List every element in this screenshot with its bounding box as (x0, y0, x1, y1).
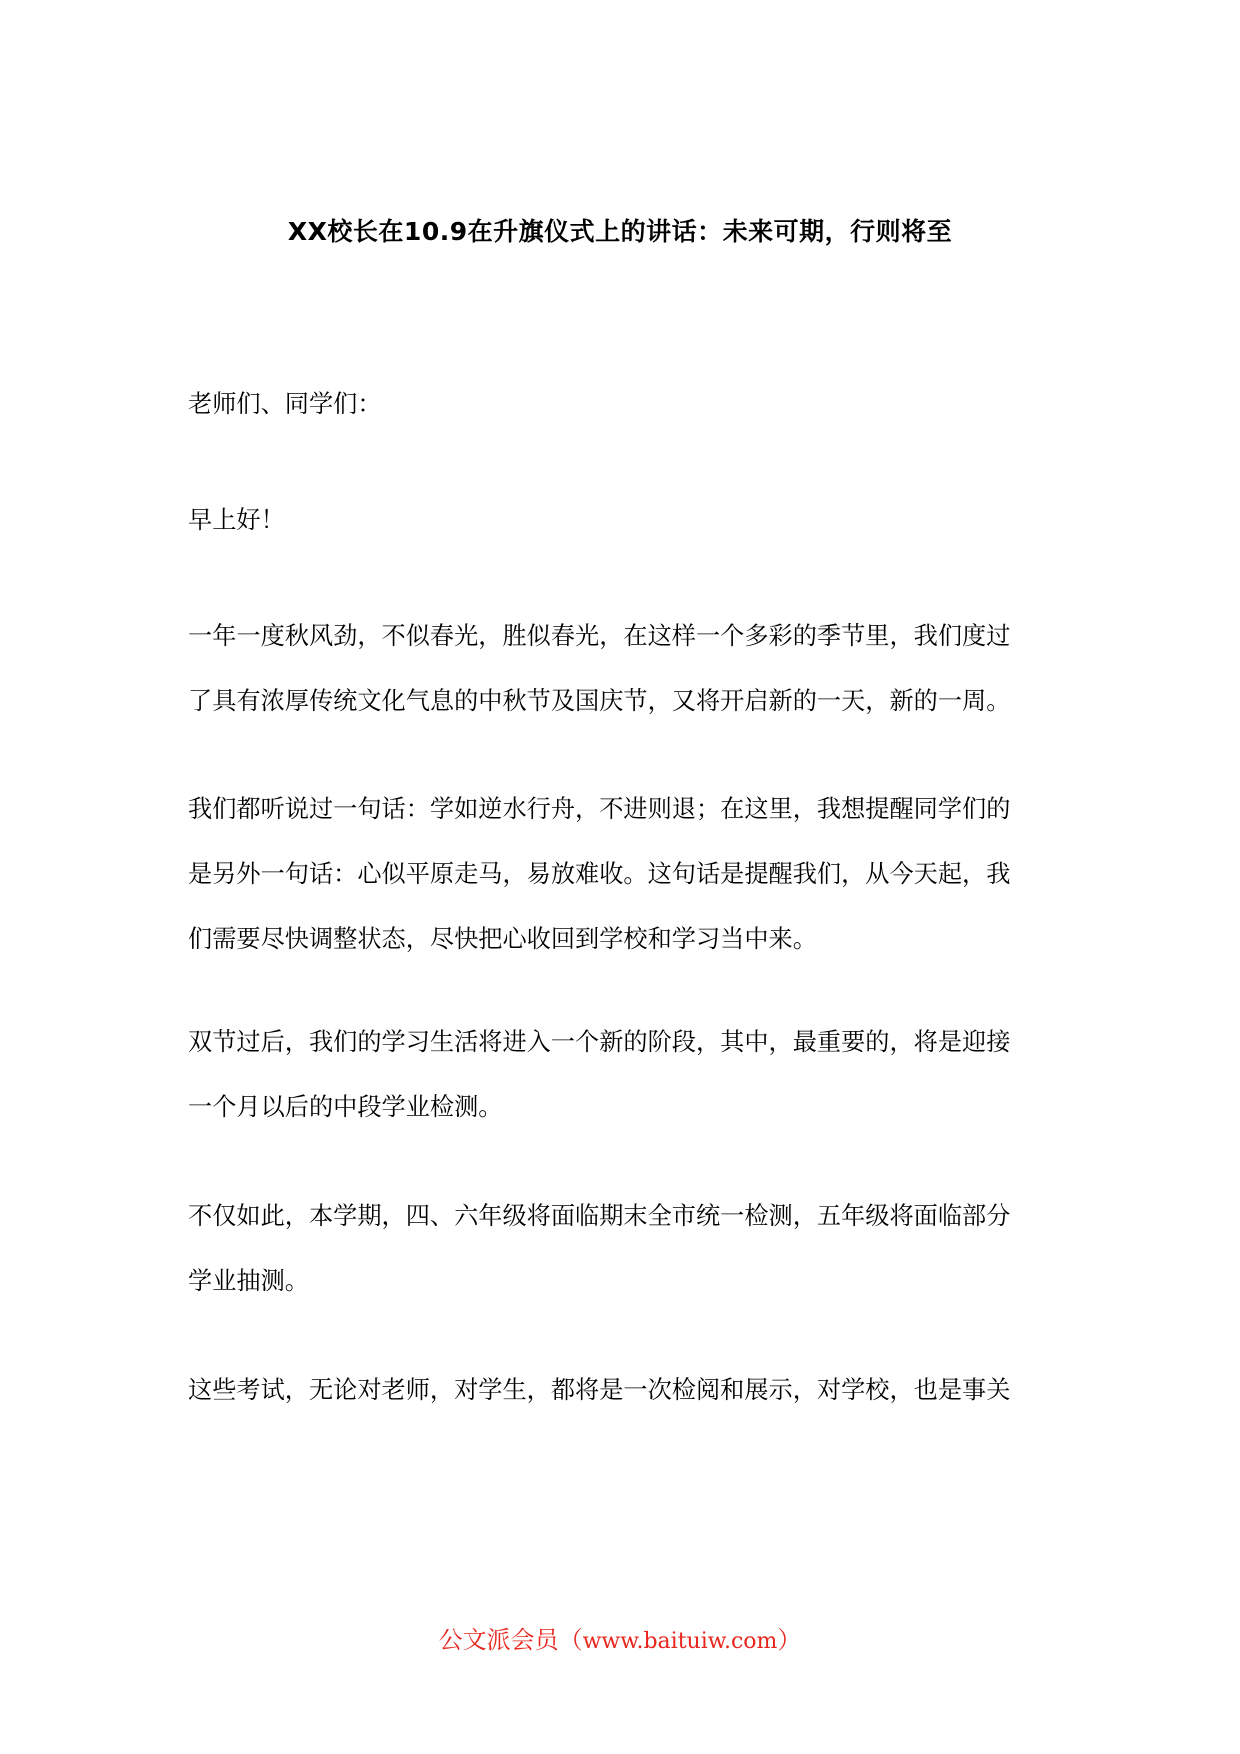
paragraph-5 (188, 1358, 1058, 1423)
paragraph-greeting (188, 488, 1058, 553)
text-line: 不仅如此，本学期，四、六年级将面临期末全市统一检测，五年级将面临部分 (188, 1202, 1011, 1230)
text-line: 老师们、同学们： (188, 390, 382, 418)
footer-close-paren: ） (777, 1626, 802, 1654)
text-line: 一个月以后的中段学业检测。 (188, 1093, 503, 1121)
text-line: 双节过后，我们的学习生活将进入一个新的阶段，其中，最重要的，将是迎接 (188, 1028, 1011, 1056)
footer-watermark (0, 1620, 1240, 1662)
paragraph-4 (188, 1184, 1058, 1314)
footer-url-link[interactable]: www.baituiw.com (582, 1629, 778, 1654)
paragraph-2 (188, 777, 1058, 972)
text-line: 们需要尽快调整状态，尽快把心收回到学校和学习当中来。 (188, 925, 817, 953)
text-line: 了具有浓厚传统文化气息的中秋节及国庆节，又将开启新的一天，新的一周。 (188, 687, 1011, 715)
text-line: 这些考试，无论对老师，对学生，都将是一次检阅和展示，对学校，也是事关 (188, 1376, 1011, 1404)
footer-brand: 公文派会员（ (438, 1626, 583, 1654)
paragraph-1 (188, 604, 1058, 734)
paragraph-3 (188, 1010, 1058, 1140)
text-line: 是另外一句话：心似平原走马，易放难收。这句话是提醒我们，从今天起，我 (188, 860, 1011, 888)
text-line: 学业抽测。 (188, 1267, 309, 1295)
text-line: 一年一度秋风劲，不似春光，胜似春光，在这样一个多彩的季节里，我们度过 (188, 622, 1011, 650)
text-line: 早上好！ (188, 506, 285, 534)
paragraph-salutation (188, 372, 1058, 437)
text-line: 我们都听说过一句话：学如逆水行舟，不进则退；在这里，我想提醒同学们的 (188, 795, 1011, 823)
document-title: XX校长在10.9在升旗仪式上的讲话：未来可期，行则将至 (287, 217, 953, 246)
